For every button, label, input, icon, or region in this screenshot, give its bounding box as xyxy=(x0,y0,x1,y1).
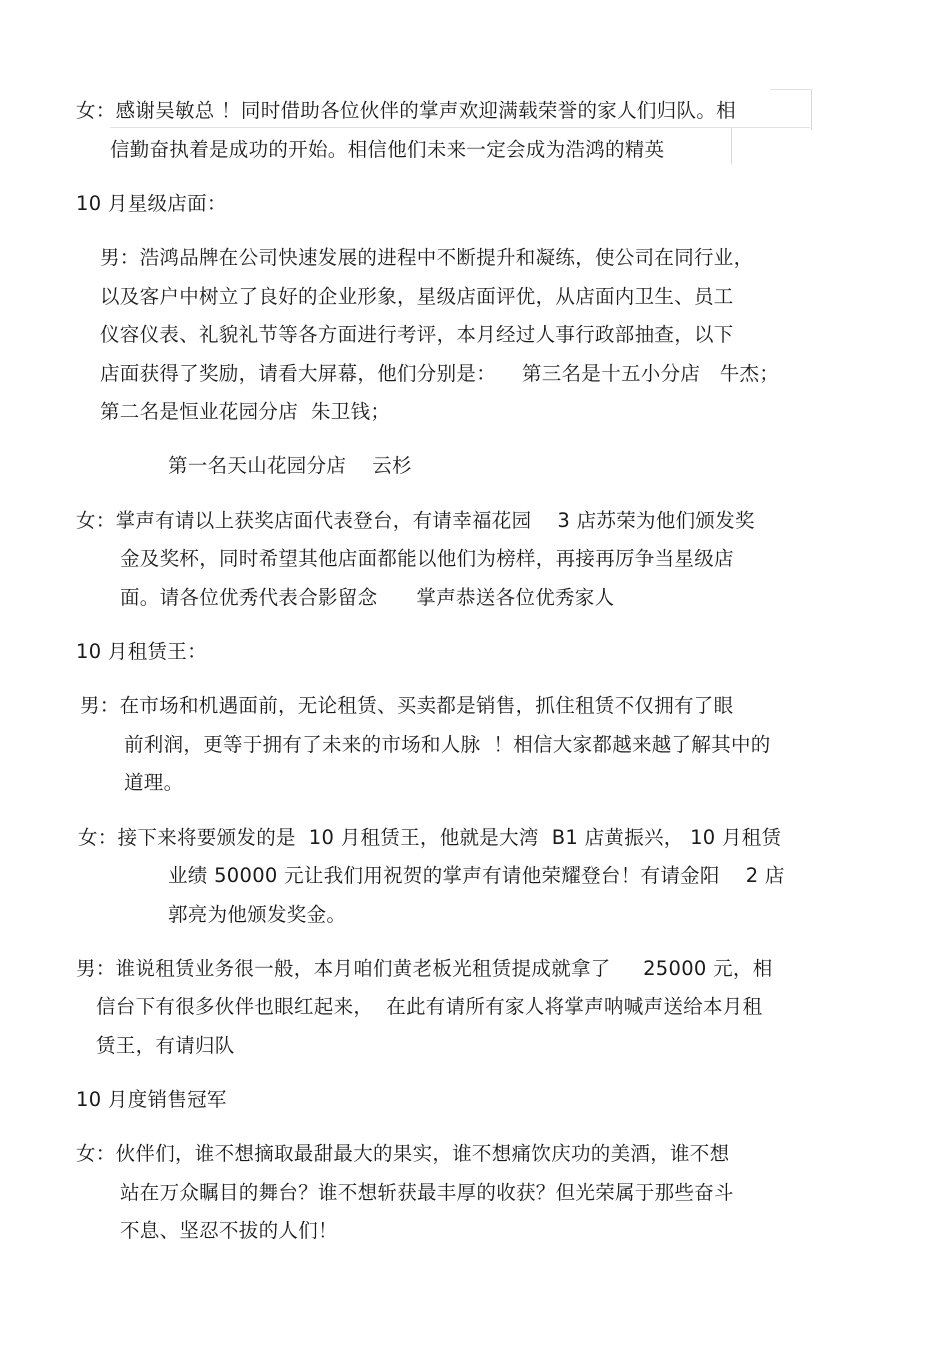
dialogue-line: 赁王，有请归队 xyxy=(96,1034,235,1057)
dialogue-line: 站在万众瞩目的舞台？谁不想斩获最丰厚的收获？但光荣属于那些奋斗 xyxy=(120,1181,734,1204)
dialogue-line: 男：在市场和机遇面前，无论租赁、买卖都是销售，抓住租赁不仅拥有了眼 xyxy=(80,694,734,717)
dialogue-line: 业绩 50000 元让我们用祝贺的掌声有请他荣耀登台！有请金阳 2 店 xyxy=(168,864,785,887)
dialogue-line: 金及奖杯，同时希望其他店面都能以他们为榜样，再接再厉争当星级店 xyxy=(120,547,734,570)
dialogue-line: 信台下有很多伙伴也眼红起来， 在此有请所有家人将掌声呐喊声送给本月租 xyxy=(96,995,763,1018)
section-heading: 10 月星级店面： xyxy=(76,192,227,215)
margin-rule xyxy=(770,89,812,90)
dialogue-line: 女：掌声有请以上获奖店面代表登台，有请幸福花园 3 店苏荣为他们颁发奖 xyxy=(76,509,755,532)
margin-rule xyxy=(731,128,732,164)
dialogue-line: 信勤奋执着是成功的开始。相信他们未来一定会成为浩鸿的精英 xyxy=(110,138,665,161)
dialogue-line: 女：感谢吴敏总 ！同时借助各位伙伴的掌声欢迎满载荣誉的家人们归队。相 xyxy=(76,99,736,122)
dialogue-line: 店面获得了奖励，请看大屏幕，他们分别是： 第三名是十五小分店 牛杰； xyxy=(100,362,780,385)
dialogue-line: 道理。 xyxy=(124,771,184,794)
dialogue-line: 第一名天山花园分店 云杉 xyxy=(168,454,412,477)
dialogue-line: 男：浩鸿品牌在公司快速发展的进程中不断提升和凝练，使公司在同行业， xyxy=(100,246,754,269)
dialogue-line: 面。请各位优秀代表合影留念 掌声恭送各位优秀家人 xyxy=(120,586,615,609)
dialogue-line: 女：接下来将要颁发的是 10 月租赁王，他就是大湾 B1 店黄振兴， 10 月租赁 xyxy=(78,826,782,849)
dialogue-line: 仪容仪表、礼貌礼节等各方面进行考评，本月经过人事行政部抽查，以下 xyxy=(100,323,734,346)
dialogue-line: 以及客户中树立了良好的企业形象，星级店面评优，从店面内卫生、员工 xyxy=(100,285,734,308)
margin-rule xyxy=(110,127,810,128)
dialogue-line: 第二名是恒业花园分店 朱卫钱； xyxy=(100,400,391,423)
margin-rule xyxy=(811,90,812,130)
section-heading: 10 月租赁王： xyxy=(76,640,207,663)
dialogue-line: 郭亮为他颁发奖金。 xyxy=(168,903,347,926)
dialogue-line: 不息、坚忍不拔的人们！ xyxy=(120,1219,338,1242)
dialogue-line: 男：谁说租赁业务很一般，本月咱们黄老板光租赁提成就拿了 25000 元，相 xyxy=(76,957,773,980)
section-heading: 10 月度销售冠军 xyxy=(76,1088,227,1111)
dialogue-line: 女：伙伴们，谁不想摘取最甜最大的果实，谁不想痛饮庆功的美酒，谁不想 xyxy=(76,1142,730,1165)
dialogue-line: 前利润，更等于拥有了未来的市场和人脉 ！相信大家都越来越了解其中的 xyxy=(124,733,771,756)
